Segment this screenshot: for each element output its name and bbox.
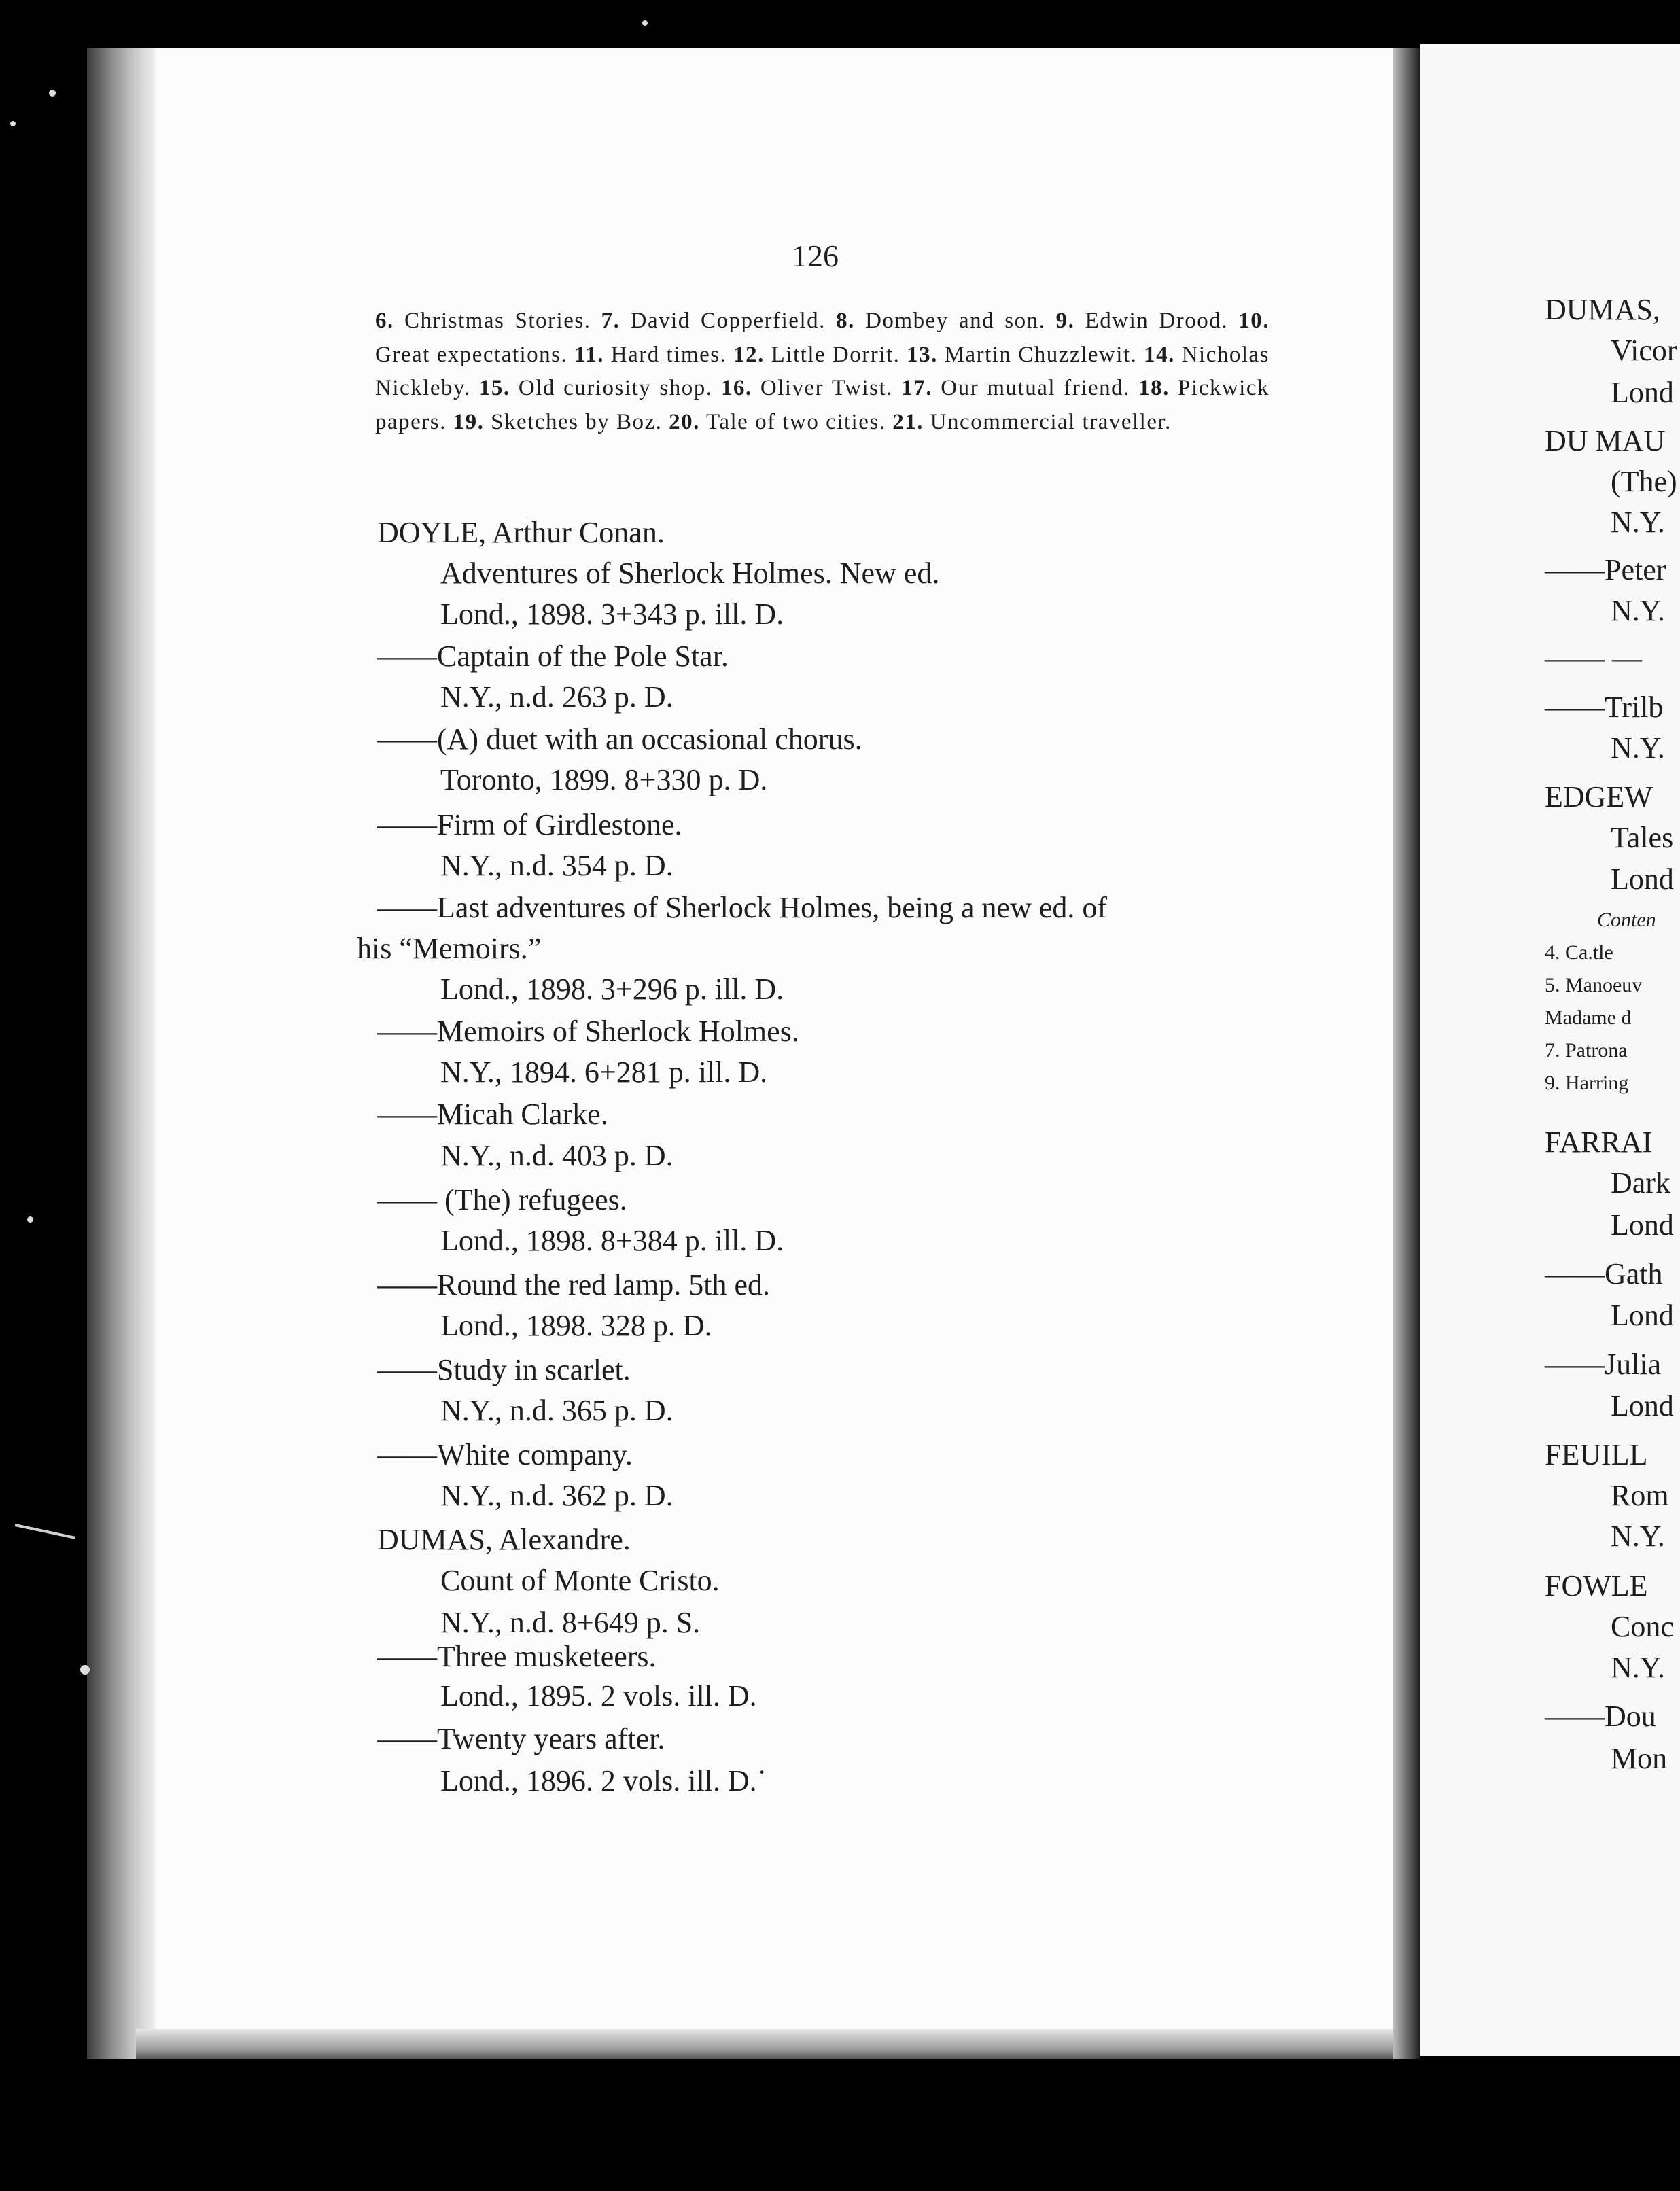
right-line: N.Y. — [1611, 594, 1665, 627]
right-line: DU MAU — [1545, 424, 1666, 457]
imprint-line: Lond., 1896. 2 vols. ill. D.˙ — [440, 1764, 767, 1798]
right-line: 9. Harring — [1545, 1072, 1629, 1094]
right-line: N.Y. — [1611, 1520, 1665, 1553]
right-line: (The) — [1611, 465, 1677, 498]
dust-speck — [80, 1665, 90, 1675]
index-number: 8. — [836, 309, 855, 333]
right-line: Lond — [1611, 1389, 1674, 1422]
index-number: 6. — [375, 309, 394, 333]
right-line: FOWLE — [1545, 1569, 1648, 1602]
title-line: ——Memoirs of Sherlock Holmes. — [377, 1015, 799, 1048]
imprint-line: Toronto, 1899. 8+330 p. D. — [440, 763, 768, 796]
index-title: Nicholas Nickleby. — [375, 342, 1270, 400]
index-title: Dombey and son. — [865, 309, 1046, 333]
title-line: ——Micah Clarke. — [377, 1098, 608, 1131]
index-number: 11. — [574, 342, 604, 367]
author-heading: DOYLE, Arthur Conan. — [377, 516, 665, 549]
dust-speck — [49, 90, 56, 97]
right-line: ——Julia — [1545, 1348, 1662, 1381]
index-title: Old curiosity shop. — [518, 376, 713, 400]
page-number: 126 — [792, 239, 839, 273]
index-number: 16. — [720, 376, 752, 400]
right-line: ——Gath — [1545, 1257, 1663, 1291]
index-number: 7. — [601, 309, 620, 333]
title-line: ——Last adventures of Sherlock Holmes, being a new ed. of — [377, 891, 1108, 924]
index-title: David Copperfield. — [630, 309, 826, 333]
index-number: 14. — [1144, 342, 1175, 367]
imprint-line: N.Y., n.d. 403 p. D. — [440, 1139, 673, 1172]
index-number: 18. — [1138, 376, 1170, 400]
index-title: Oliver Twist. — [760, 376, 893, 400]
imprint-line: N.Y., n.d. 354 p. D. — [440, 849, 673, 882]
right-line: N.Y. — [1611, 1651, 1665, 1684]
index-number: 10. — [1238, 309, 1270, 333]
right-line: Lond — [1611, 1208, 1674, 1242]
imprint-line: Lond., 1898. 8+384 p. ill. D. — [440, 1224, 784, 1257]
right-line: —— — — [1545, 642, 1642, 675]
title-line: Adventures of Sherlock Holmes. New ed. — [440, 557, 940, 590]
right-line: EDGEW — [1545, 780, 1653, 813]
imprint-line: Lond., 1895. 2 vols. ill. D. — [440, 1679, 757, 1713]
right-line: ——Trilb — [1545, 690, 1664, 724]
index-title: Martin Chuzzlewit. — [944, 342, 1138, 367]
index-number: 20. — [669, 409, 700, 434]
title-line: ——Study in scarlet. — [377, 1353, 631, 1386]
imprint-line: N.Y., n.d. 263 p. D. — [440, 680, 673, 714]
index-title: Tale of two cities. — [706, 409, 886, 434]
title-line: ——(A) duet with an occasional chorus. — [377, 722, 862, 756]
right-line: 4. Ca.tle — [1545, 941, 1613, 964]
imprint-line: N.Y., n.d. 8+649 p. S. — [440, 1606, 701, 1639]
right-line: DUMAS, — [1545, 293, 1660, 326]
title-line: ——Round the red lamp. 5th ed. — [377, 1268, 771, 1301]
title-line: ——Three musketeers. — [377, 1640, 657, 1673]
index-number: 13. — [907, 342, 938, 367]
bottom-page-edge — [136, 2029, 1414, 2059]
right-line: 5. Manoeuv — [1545, 974, 1643, 996]
right-line: Vicor — [1611, 334, 1677, 367]
right-line: N.Y. — [1611, 506, 1665, 539]
right-line: ——Dou — [1545, 1700, 1656, 1733]
title-line: his “Memoirs.” — [357, 932, 542, 965]
index-title: Little Dorrit. — [771, 342, 900, 367]
title-line: ——Captain of the Pole Star. — [377, 639, 729, 673]
imprint-line: N.Y., 1894. 6+281 p. ill. D. — [440, 1055, 768, 1089]
dust-speck — [642, 20, 648, 26]
author-heading: DUMAS, Alexandre. — [377, 1523, 631, 1556]
scan-scratch — [15, 1524, 75, 1539]
dust-speck — [27, 1216, 33, 1223]
left-page-edge — [87, 48, 155, 2059]
index-title: Our mutual friend. — [941, 376, 1130, 400]
index-number: 12. — [733, 342, 765, 367]
index-number: 19. — [453, 409, 485, 434]
index-number: 17. — [901, 376, 932, 400]
right-line: FEUILL — [1545, 1438, 1648, 1471]
right-line: Rom — [1611, 1479, 1669, 1512]
right-line: ——Peter — [1545, 553, 1666, 586]
title-line: ——White company. — [377, 1438, 633, 1471]
right-line: Madame d — [1545, 1006, 1632, 1029]
title-line: ——Twenty years after. — [377, 1722, 665, 1755]
right-line: Tales — [1611, 821, 1674, 854]
imprint-line: N.Y., n.d. 362 p. D. — [440, 1479, 673, 1512]
index-number: 15. — [478, 376, 510, 400]
right-line: FARRAI — [1545, 1125, 1653, 1159]
imprint-line: Lond., 1898. 3+296 p. ill. D. — [440, 972, 784, 1006]
index-number: 9. — [1055, 309, 1075, 333]
right-line: Lond — [1611, 1299, 1674, 1332]
right-line: Mon — [1611, 1742, 1668, 1775]
index-title: Great expectations. — [375, 342, 568, 367]
right-line: Conc — [1611, 1610, 1674, 1643]
index-title: Hard times. — [610, 342, 727, 367]
right-line: N.Y. — [1611, 731, 1665, 765]
right-page — [1420, 44, 1680, 2056]
right-line: Lond — [1611, 862, 1674, 896]
imprint-line: N.Y., n.d. 365 p. D. — [440, 1394, 673, 1427]
right-line: Conten — [1597, 909, 1656, 931]
index-title: Pickwick papers. — [375, 376, 1270, 434]
imprint-line: Lond., 1898. 328 p. D. — [440, 1309, 712, 1342]
title-line: Count of Monte Cristo. — [440, 1564, 720, 1597]
title-line: —— (The) refugees. — [377, 1183, 627, 1216]
index-title: Edwin Drood. — [1085, 309, 1229, 333]
right-line: 7. Patrona — [1545, 1039, 1628, 1062]
index-title: Uncommercial traveller. — [930, 409, 1172, 434]
dickens-volume-index — [375, 304, 1270, 439]
index-title: Christmas Stories. — [404, 309, 591, 333]
title-line: ——Firm of Girdlestone. — [377, 808, 682, 841]
imprint-line: Lond., 1898. 3+343 p. ill. D. — [440, 597, 784, 631]
right-line: Lond — [1611, 376, 1674, 409]
book-gutter — [1393, 48, 1420, 2059]
dust-speck — [10, 121, 16, 126]
right-line: Dark — [1611, 1166, 1670, 1199]
index-title: Sketches by Boz. — [491, 409, 663, 434]
index-number: 21. — [892, 409, 924, 434]
